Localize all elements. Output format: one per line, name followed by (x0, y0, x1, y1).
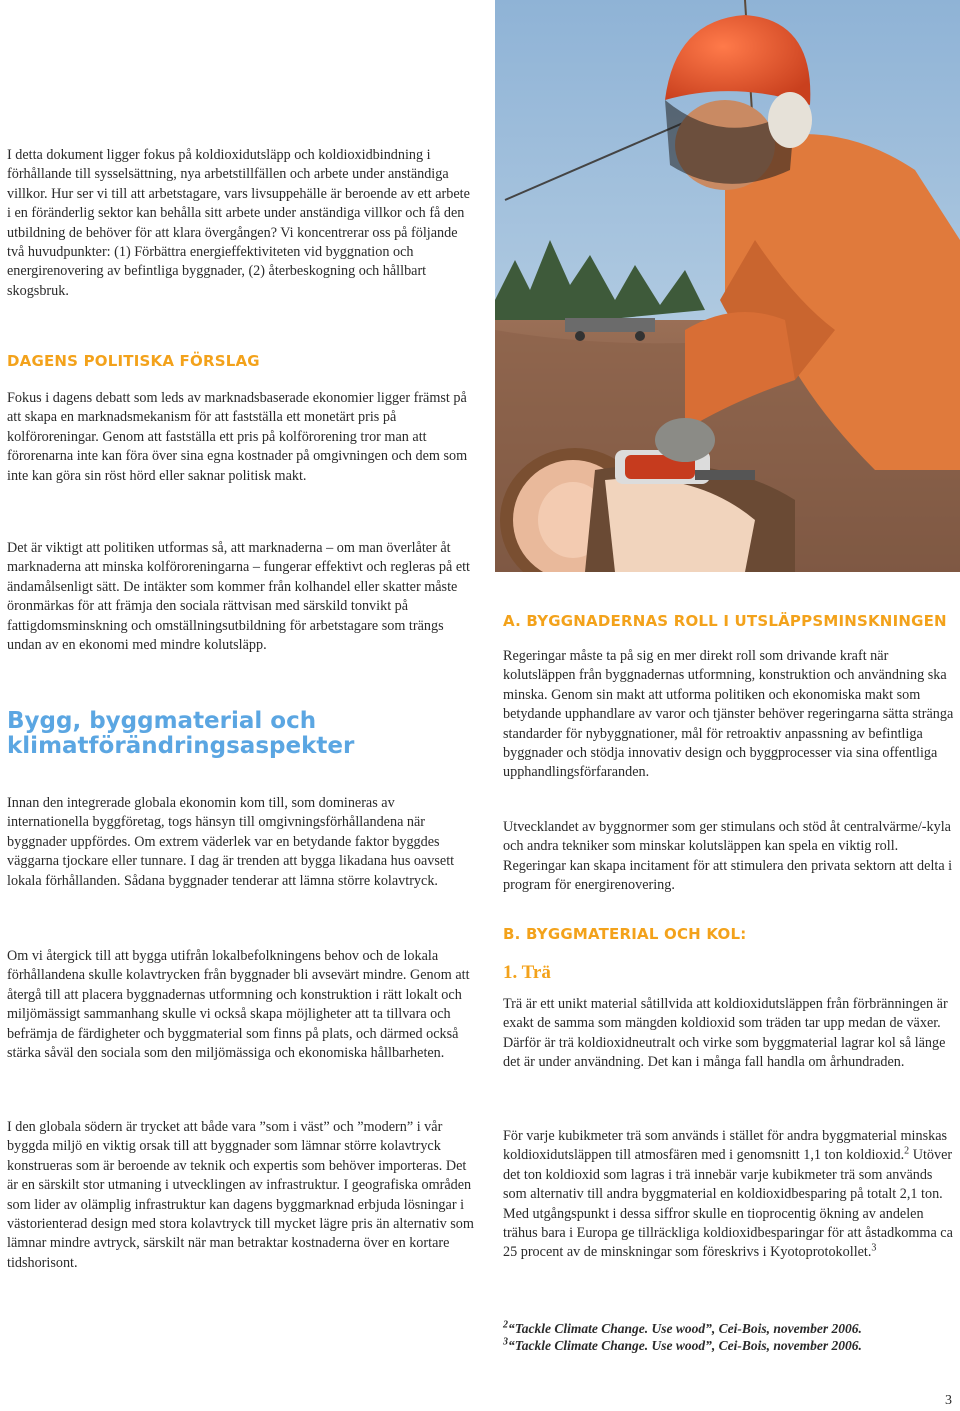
footnote-ref-2: 2 (904, 1145, 910, 1157)
section-heading-a: A. BYGGNADERNAS ROLL I UTSLÄPPSMINSKNINGEN (503, 612, 947, 630)
section-b-paragraph-1: Trä är ett unikt material såtillvida att koldioxidutsläppen från förbränningen är exakt de samma som mängden koldioxid som träden tar upp medan de växer. Därför är trä koldioxidneutralt och virke som byggmaterial lagrar kol så länge det är under användning. Det kan i många fall handla om århundraden. (503, 996, 948, 1071)
footnote-2-text: “Tackle Climate Change. Use wood”, Cei-Bois, november 2006. (508, 1321, 862, 1336)
section-heading-b: B. BYGGMATERIAL OCH KOL: (503, 925, 747, 943)
bygg-paragraph-3: I den globala södern är trycket att både vara ”som i väst” och ”modern” i vår byggda miljö en viktig orsak till att byggnader som lämnar större kolavtryck konstrueras som är beroende av teknik och expertis som behöver importeras. Det är en särskilt stor utmaning i utvecklingen av infrastruktur. I geografiska områden som lider av olämplig infrastruktur kan dagens byggmarknad erbjuda lösningar i västorienterad design med stora kolavtryck till mycket lägre pris än alternativ som lämnar mindre avtryck, särskilt när man betraktar kostnaderna över en kortare tidshorisont. (7, 1119, 474, 1271)
politiska-paragraph-1: Fokus i dagens debatt som leds av marknadsbaserade ekonomier ligger främst på att skapa en marknadsmekanism för att fastställa ett monetärt pris på kolföroreningar. Genom att fastställa ett pris på kolförorening tror man att förorenarna inte kan föra över sina egna kostnader på omgivningen och dem som inte kan göra sin röst hörd eller saknar politisk makt. (7, 390, 468, 484)
footnote-3-number: 3 (503, 1336, 508, 1348)
photo-illustration (495, 0, 960, 572)
forestry-worker-photo (495, 0, 960, 572)
intro-paragraph: I detta dokument ligger fokus på koldioxidutsläpp och koldioxidbindning i förhållande till sysselsättning, nya arbetstillfällen och arbete under anständiga villkor. Hur ser vi till att arbetstagare, vars livsuppehälle är beroende av ett arbete i en föränderlig sektor kan behålla sitt arbete under anständiga villkor och få den utbildning de behöver för att klara övergången? Vi koncentrerar oss på följande två huvudpunkter: (1) Förbättra energieffektiviteten vid byggnation och energirenovering av befintliga byggnader, (2) återbeskogning och hållbart skogsbruk. (7, 147, 470, 299)
section-b-paragraph-2 (503, 1127, 958, 1263)
footnote-3 (503, 1338, 862, 1354)
footnote-ref-3: 3 (871, 1242, 877, 1254)
section-b-p2-part-a: För varje kubikmeter trä som används i stället för andra byggmaterial minskas koldioxidutsläppen till atmosfären med i genomsnitt 1,1 ton koldioxid. (503, 1128, 948, 1164)
bygg-title-line-1: Bygg, byggmaterial och (7, 708, 317, 734)
bygg-title-line-2: klimatförändringsaspekter (7, 733, 355, 759)
section-title-bygg (7, 709, 477, 759)
politiska-paragraph-2: Det är viktigt att politiken utformas så, att marknaderna – om man överlåter åt marknaderna att minska kolföroreningarna – fungerar effektivt och regleras på ett ändamålsenligt sätt. De intäkter som kommer från kolhandel eller skatter måste öronmärkas för att främja den sociala rättvisan med särskild tonvikt på fattigdomsminskning och omställningsutbildning för arbetstagare som trängs undan av en ekonomi med mindre kolutsläpp. (7, 540, 470, 654)
bygg-paragraph-2: Om vi återgick till att bygga utifrån lokalbefolkningens behov och de lokala förhållandena skulle kolavtrycken från byggnader bli avsevärt mindre. Genom att återgå till att placera byggnadernas utformning och konstruktion i rätt lokalt och miljömässigt sammanhang skulle vi också skapa möjligheter att ta tillvara och befrämja de färdigheter och byggmaterial som finns på plats, och därmed också stärka såväl den sociala som den miljömässiga och ekonomiska hållbarheten. (7, 948, 470, 1062)
section-a-paragraph-2: Utvecklandet av byggnormer som ger stimulans och stöd åt centralvärme/-kyla och andra tekniker som minskar kolutsläppen kan spela en viktig roll. Regeringar kan skapa incitament för att stimulera den privata sektorn att delta i program för energirenovering. (503, 819, 953, 894)
footnote-2 (503, 1321, 862, 1337)
bygg-paragraph-1: Innan den integrerade globala ekonomin kom till, som domineras av internationella byggföretag, togs hänsyn till omgivningsförhållandena när byggnader uppfördes. Om extrem väderlek var en betydande faktor byggdes väggarna tjockare eller tunnare. I dag är trenden att bygga likadana hus oavsett lokala förhållanden. Sådana byggnader tenderar att lämna större kolavtryck. (7, 795, 455, 889)
subheading-tra: 1. Trä (503, 962, 551, 983)
footnote-3-text: “Tackle Climate Change. Use wood”, Cei-Bois, november 2006. (508, 1338, 862, 1353)
section-a-paragraph-1: Regeringar måste ta på sig en mer direkt roll som drivande kraft när kolutsläppen från byggnadernas utformning, konstruktion och användning ska minska. Genom sin makt att utforma politiken och ekonomiska makt som betydande upphandlare av varor och tjänster behöver regeringarna sätta stränga standarder för nybyggnationer, mål för retroaktiv anpassning av befintliga byggnader och stödja innovativ design och byggprocesser via sina offentliga upphandlingsförfaranden. (503, 648, 954, 781)
section-b-p2-part-b: Utöver det ton koldioxid som lagras i trä innebär varje kubikmeter trä som används som alternativ till andra byggmaterial en koldioxidbesparing på totalt 2,1 ton. Med utgångspunkt i dessa siffror skulle en tioprocentig ökning av andelen trähus bara i Europa ge tillräckliga koldioxidbesparingar för att åstadkomma ca 25 procent av de minskningar som föreskrivs i Kyotoprotokollet. (503, 1147, 953, 1261)
page-number: 3 (945, 1393, 952, 1408)
section-heading-politiska: DAGENS POLITISKA FÖRSLAG (7, 352, 260, 370)
footnote-2-number: 2 (503, 1319, 508, 1331)
